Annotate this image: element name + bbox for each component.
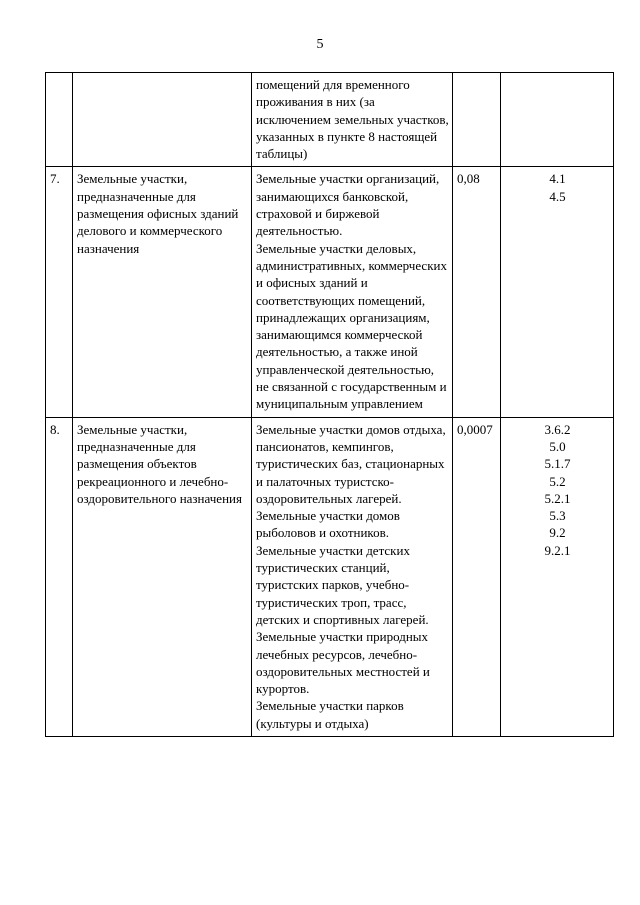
description-paragraph: Земельные участки домов рыболовов и охотников. [256,508,400,541]
land-use-table [45,72,614,737]
code-item: 3.6.2 [544,421,571,437]
table-row [46,73,614,167]
description-paragraph: Земельные участки природных лечебных ресурсов, лечебно-оздоровительных местностей и курортов. [256,629,430,697]
row-codes [501,167,614,417]
description-paragraph: Земельные участки детских туристических станций, туристских парков, учебно-туристических троп, трасс, детских и спортивных лагерей. [256,542,429,627]
table-row [46,167,614,417]
row-number: 8. [46,417,73,736]
code-item: 5.3 [549,508,566,524]
code-item: 5.1.7 [544,456,571,472]
row-name: Земельные участки, предназначенные для размещения офисных зданий делового и коммерческого назначения [73,167,252,417]
row-number: 7. [46,167,73,417]
code-item: 4.1 [549,171,566,187]
row-name: Земельные участки, предназначенные для размещения объектов рекреационного и лечебно-оздоровительного назначения [73,417,252,736]
row-number [46,73,73,167]
code-item: 5.0 [549,438,566,454]
code-item: 5.2.1 [544,490,571,506]
code-item: 9.2.1 [544,542,571,558]
description-paragraph: Земельные участки деловых, административных, коммерческих и офисных зданий и соответствующих помещений, принадлежащих организациям, занимающимся коммерческой деятельностью, а также иной управленческой деятельностью, не связанной с государственным и муниципальным управлением [256,240,447,412]
row-description [252,73,453,167]
code-item: 9.2 [549,525,566,541]
description-paragraph: помещений для временного проживания в них (за исключением земельных участков, указанных в пункте 8 настоящей таблицы) [256,77,449,162]
table-row [46,417,614,736]
row-description [252,167,453,417]
row-codes [501,73,614,167]
description-paragraph: Земельные участки парков (культуры и отдыха) [256,698,404,731]
page-number: 5 [316,37,324,52]
description-paragraph: Земельные участки организаций, занимающихся банковской, страховой и биржевой деятельностью. [256,171,440,239]
row-description [252,417,453,736]
row-coefficient [453,73,501,167]
row-coefficient: 0,08 [453,167,501,417]
row-codes [501,417,614,736]
code-item: 4.5 [549,188,566,204]
row-coefficient: 0,0007 [453,417,501,736]
code-item: 5.2 [549,473,566,489]
description-paragraph: Земельные участки домов отдыха, пансионатов, кемпингов, туристических баз, стационарных и палаточных туристско-оздоровительных лагерей. [256,421,446,506]
row-name [73,73,252,167]
